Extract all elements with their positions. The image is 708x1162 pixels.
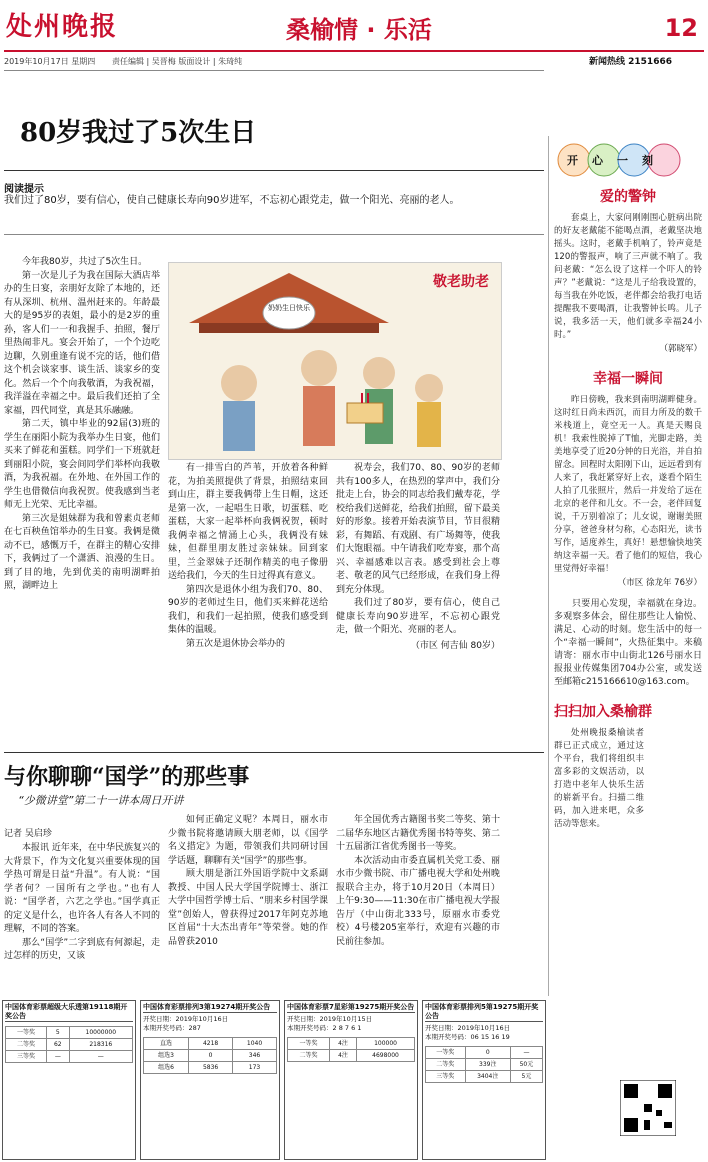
paragraph: 第二天，镇中毕业的92届(3)班的学生在丽阳小院为我举办生日宴，他们买来了鲜花和蛋糕。同学们一下班就赶到丽阳小院，宴会间同学们举杯向我敬酒，为我祝福。在外地、在外国工作的学生也借微信向我祝贺。使我感到当老师无上光荣、无比幸福。 <box>4 419 160 510</box>
birthday-illustration-svg <box>169 263 501 459</box>
lottery-title: 中国体育彩票7星彩第19275期开奖公告 <box>287 1003 415 1011</box>
paragraph: 我们过了80岁，要有信心，使自己健康长寿向90岁进军，不忘初心跟党走，做一个阳光、亮丽的老人。 <box>336 598 500 635</box>
table-cell: 4218 <box>189 1038 233 1050</box>
qr-code-icon[interactable] <box>620 1080 676 1136</box>
table-cell: 4注 <box>330 1038 357 1050</box>
lottery-table <box>5 1026 133 1063</box>
table-cell: 二等奖 <box>426 1059 466 1071</box>
news-hotline: 新闻热线 2151666 <box>589 57 672 67</box>
article1-column-3 <box>336 462 500 653</box>
paragraph: 本次活动由市委直属机关党工委、丽水市少微书院、市广播电视大学和处州晚报联合主办，将于10月20日（本周日）上午9:30——11:30在市广播电视大学报告厅（中山街北333号，原丽水市委党校）4号楼205室举行，欢迎有兴趣的市民前往参加。 <box>336 855 500 947</box>
paragraph: 有一排雪白的芦苇，开放着各种鲜花，为拍美照提供了背景，拍照结束回到山庄，群主要我俩带上生日帽，这还是第一次，一起唱生日歌，切蛋糕、吃蛋糕，大家一起举杯向我俩祝贺，顿时我俩幸福之情涌上心头，我俩没有妹妹，但群里朋友胜过亲妹妹。回到家里，兰金翠妹子还制作精美的电子像册送给我们，今天的生日过得真有意义。 <box>168 463 328 581</box>
lottery-date: 开奖日期：2019年10月16日 <box>143 1015 229 1023</box>
banner-text: 开心一刻 <box>567 154 667 167</box>
paragraph: 年全国优秀古籍图书奖二等奖、第十二届华东地区古籍优秀图书特等奖、第二十五届浙江省优秀图书一等奖。 <box>336 815 500 852</box>
paragraph: 今年我80岁，共过了5次生日。 <box>22 257 148 267</box>
table-cell: — <box>47 1051 70 1063</box>
table-cell: 173 <box>233 1062 277 1074</box>
lottery-table <box>143 1037 277 1074</box>
lottery-box <box>284 1000 418 1160</box>
table-cell: 5 <box>47 1027 70 1039</box>
illustration-birthday <box>168 262 502 460</box>
table-cell: 62 <box>47 1039 70 1051</box>
table-cell: 5836 <box>189 1062 233 1074</box>
newspaper-logo: 处州晚报 <box>6 12 119 42</box>
article2-column-2 <box>168 814 328 949</box>
lottery-title: 中国体育彩票超级大乐透第19118期开奖公告 <box>5 1003 133 1022</box>
table-cell: 218316 <box>69 1039 132 1051</box>
header-divider <box>4 70 544 71</box>
table-cell: 一等奖 <box>288 1038 330 1050</box>
table-cell: — <box>510 1047 542 1059</box>
table-cell: 一等奖 <box>6 1027 47 1039</box>
paragraph: 顾大朋是浙江外国语学院中文系副教授、中国人民大学国学院博士、浙江大学中国哲学博士后、“朋来乡村国学课堂”创始人，曾获得过2017年阿克苏地区首届“十大杰出青年”等荣誉。她的作品曾获2010 <box>168 869 328 947</box>
article1-column-2 <box>168 462 328 651</box>
table-row <box>426 1047 543 1059</box>
lottery-table <box>287 1037 415 1062</box>
table-cell: 339注 <box>465 1059 510 1071</box>
table-cell: 组选6 <box>144 1062 189 1074</box>
sidebar-signature: （市区 徐龙年 76岁） <box>617 578 702 588</box>
table-row <box>144 1038 277 1050</box>
table-row <box>288 1038 415 1050</box>
sidebar-signature: （郭晓军） <box>659 344 702 354</box>
article2-column-1 <box>4 842 160 964</box>
lead-text: 我们过了80岁，要有信心，使自己健康长寿向90岁进军，不忘初心跟党走，做一个阳光、亮丽的老人。 <box>4 195 460 206</box>
table-cell: 三等奖 <box>426 1071 466 1083</box>
table-row <box>6 1051 133 1063</box>
sidebar-banner <box>554 140 702 180</box>
article-title: 80岁我过了5次生日 <box>20 118 257 148</box>
table-cell: 5元 <box>510 1071 542 1083</box>
article-signature: （市区 何吉仙 80岁） <box>410 640 500 651</box>
lottery-title: 中国体育彩票排列5第19275期开奖公告 <box>425 1003 543 1022</box>
table-cell: 50元 <box>510 1059 542 1071</box>
table-row <box>6 1027 133 1039</box>
paragraph: 第三次是姐妹群为我和曾素贞老师在七百秧鱼馆举办的生日宴。我俩是微动不已，感慨万千，在群主的精心安排下，我俩过了一个潇洒、浪漫的生日。到了目的地，先到优美的南明湖畔拍照，湖畔边上 <box>4 513 160 591</box>
table-row <box>426 1059 543 1071</box>
table-row <box>144 1050 277 1062</box>
paragraph: 那么“国学”二字到底有何源起，走过怎样的历史，又该 <box>4 937 160 961</box>
paragraph: 本报讯 近年来，在中华民族复兴的大背景下，作为文化复兴重要体现的国学热可谓是日益“升温”。有人说：“国学者何？一国所有之学也。”也有人说：“国学者，六艺之学也。”国学真正的定义是什么，也许各人有各人不同的理解，不同的答案。 <box>4 843 160 934</box>
paragraph: 套桌上，大家问刚刚围心脏病出院的好友老戴能不能喝点酒，老戴坚决地摇头。这时，老戴手机响了，铃声竟是120的警报声，响了三声就不响了。我问老戴：“怎么设了这样一个吓人的铃声？”老戴说：“这是儿子给我设置的，每当我在外吃饭，老伴都会给我打电话提醒我不要喝酒，让我警钟长鸣。儿子说，我多活一天，他们就多幸福24小时。” <box>554 213 702 340</box>
lead-label: 阅读提示 <box>4 184 44 195</box>
lottery-numbers: 本期开奖号码：287 <box>143 1024 201 1032</box>
table-cell: — <box>69 1051 132 1063</box>
table-cell: 3404注 <box>465 1071 510 1083</box>
table-row <box>288 1050 415 1062</box>
date-line: 2019年10月17日 星期四 <box>4 57 96 66</box>
lottery-numbers: 本期开奖号码：2 8 7 6 1 <box>287 1024 362 1032</box>
illustration-tag: 敬老助老 <box>433 274 489 290</box>
table-cell: 0 <box>465 1047 510 1059</box>
lottery-box <box>422 1000 546 1160</box>
table-cell: 10000000 <box>69 1027 132 1039</box>
paragraph: 祝寿会，我们70、80、90岁的老师共有100多人，在热烈的掌声中，我们分批走上台，协会的同志给我们戴寿花，学校给我们送鲜花，给我们拍照，留下最美好的形象。接着开始表演节目，节目很精彩，有舞蹈、有戏剧、有广场舞等，使我们大饱眼福。中午请我们吃寿宴，那个高兴、幸福感难以言表。感受到社会上尊老、敬老的风气已经形成，在我们身上得到充分体现。 <box>336 463 500 595</box>
table-row <box>426 1071 543 1083</box>
masthead-rule <box>4 50 704 52</box>
table-cell: 0 <box>189 1050 233 1062</box>
page-number: 12 <box>664 14 698 42</box>
table-cell: 直选 <box>144 1038 189 1050</box>
lottery-numbers: 本期开奖号码：06 15 16 19 <box>425 1033 510 1041</box>
lottery-box <box>140 1000 280 1160</box>
paragraph: 昨日傍晚，我来到南明湖畔健身。这时红日尚未西沉，而目力所及的数千米栈道上，竟空无一人。真是天赐良机！我索性脱掉了T恤，光脚走路，美美地享受了近20分钟的日光浴，并自拍留念。回程时太阳刚下山，远远看到有人来了，我赶紧穿好上衣，遂看个陌生人拍了几张照片，然后一并发给了远在北京的老伴和儿女。不一会，老伴回复说，千万别着凉了；儿女说，谢谢美照分享，爸爸身材匀称，心态阳光，读书写作，适度养生，真好！悬想愉快地笑纳这幸福一天。看了他们的短信，我心里觉得好幸福！ <box>554 395 702 574</box>
call-for-submissions <box>554 598 702 689</box>
lottery-table <box>425 1046 543 1083</box>
paragraph: 第一次是儿子为我在国际大酒店举办的生日宴，亲朋好友除了本地的，还有从深圳、杭州、温州赶来的。年龄最大的是95岁的表姐，最小的是2岁的重孙，客人们一一和我握手、拍照，餐厅里热闹非凡。宴会开始了，一个个边吃边聊，久别重逢有说不完的话，他们借这个机会谈家事、谈生活、谈家乡的变化。然后一个个向我敬酒，为我祝福，我洋溢在幸福之中。最后我们还拍了全家福，四代同堂，真是其乐融融。 <box>4 270 160 416</box>
scan-join-text <box>554 727 644 831</box>
lottery-date: 开奖日期：2019年10月15日 <box>287 1015 373 1023</box>
sidebar-section-title: 幸福一瞬间 <box>593 371 663 387</box>
scan-join-title: 扫扫加入桑榆群 <box>554 704 652 720</box>
lottery-title: 中国体育彩票排列3第19274期开奖公告 <box>143 1003 277 1013</box>
table-row <box>6 1039 133 1051</box>
sidebar-divider <box>548 136 549 996</box>
section-rule <box>4 752 544 753</box>
title-rule <box>4 170 544 171</box>
qr-code-graphic <box>620 1080 676 1136</box>
lottery-date: 开奖日期：2019年10月16日 <box>425 1024 511 1032</box>
article2-subtitle: “少微讲堂”第二十一讲本周日开讲 <box>18 794 184 807</box>
table-cell: 4注 <box>330 1050 357 1062</box>
section-title: 桑榆情 · 乐活 <box>286 16 432 44</box>
table-cell: 三等奖 <box>6 1051 47 1063</box>
table-cell: 组选3 <box>144 1050 189 1062</box>
article2-column-3 <box>336 814 500 949</box>
paragraph: 第五次是退休协会举办的 <box>186 638 286 649</box>
sidebar-section-body <box>554 394 702 576</box>
sidebar-section-body <box>554 212 702 342</box>
article2-title: 与你聊聊“国学”的那些事 <box>4 764 250 790</box>
paragraph: 如何正确定义呢？本周日，丽水市少微书院将邀请顾大朋老师，以《国学名义措定》为题，带领我们共同研讨国学话题，聊聊有关“国学”的那些事。 <box>168 815 328 866</box>
table-cell: 1040 <box>233 1038 277 1050</box>
sidebar <box>554 140 702 831</box>
speech-bubble-text: 奶奶生日快乐 <box>268 304 310 312</box>
paragraph: 第四次是退休小组为我们70、80、90岁的老师过生日，他们买来鲜花送给我们，和我们一起拍照，使我们感受到集体的温暖。 <box>168 584 328 635</box>
paragraph: 只要用心发现，幸福就在身边。多观察多体会，留住那些让人愉悦、满足、心动的时刻。您生活中的每一个“幸福一瞬间”，火热征集中。来稿请寄：丽水市中山街北126号丽水日报报业传媒集团704办公室，或发送至邮箱c215166610@163.com。 <box>554 599 702 687</box>
reporter-byline: 记者 吴启珍 <box>4 829 52 839</box>
table-cell: 二等奖 <box>288 1050 330 1062</box>
paragraph: 处州晚报桑榆读者群已正式成立，通过这个平台，我们将组织丰富多彩的文娱活动，以打造中老年人快乐生活的崭新平台。扫描二维码，加入进来吧，众多活动等您来。 <box>554 728 644 829</box>
table-cell: 二等奖 <box>6 1039 47 1051</box>
lead-rule <box>4 234 544 235</box>
lottery-box <box>2 1000 136 1160</box>
table-cell: 100000 <box>357 1038 415 1050</box>
table-row <box>144 1062 277 1074</box>
table-cell: 4698000 <box>357 1050 415 1062</box>
table-cell: 一等奖 <box>426 1047 466 1059</box>
editor-credits: 责任编辑 | 吴晋梅 版面设计 | 朱琦纯 <box>112 57 243 66</box>
table-cell: 346 <box>233 1050 277 1062</box>
sidebar-section-title: 爱的警钟 <box>600 189 656 205</box>
article1-column-1 <box>4 256 160 594</box>
